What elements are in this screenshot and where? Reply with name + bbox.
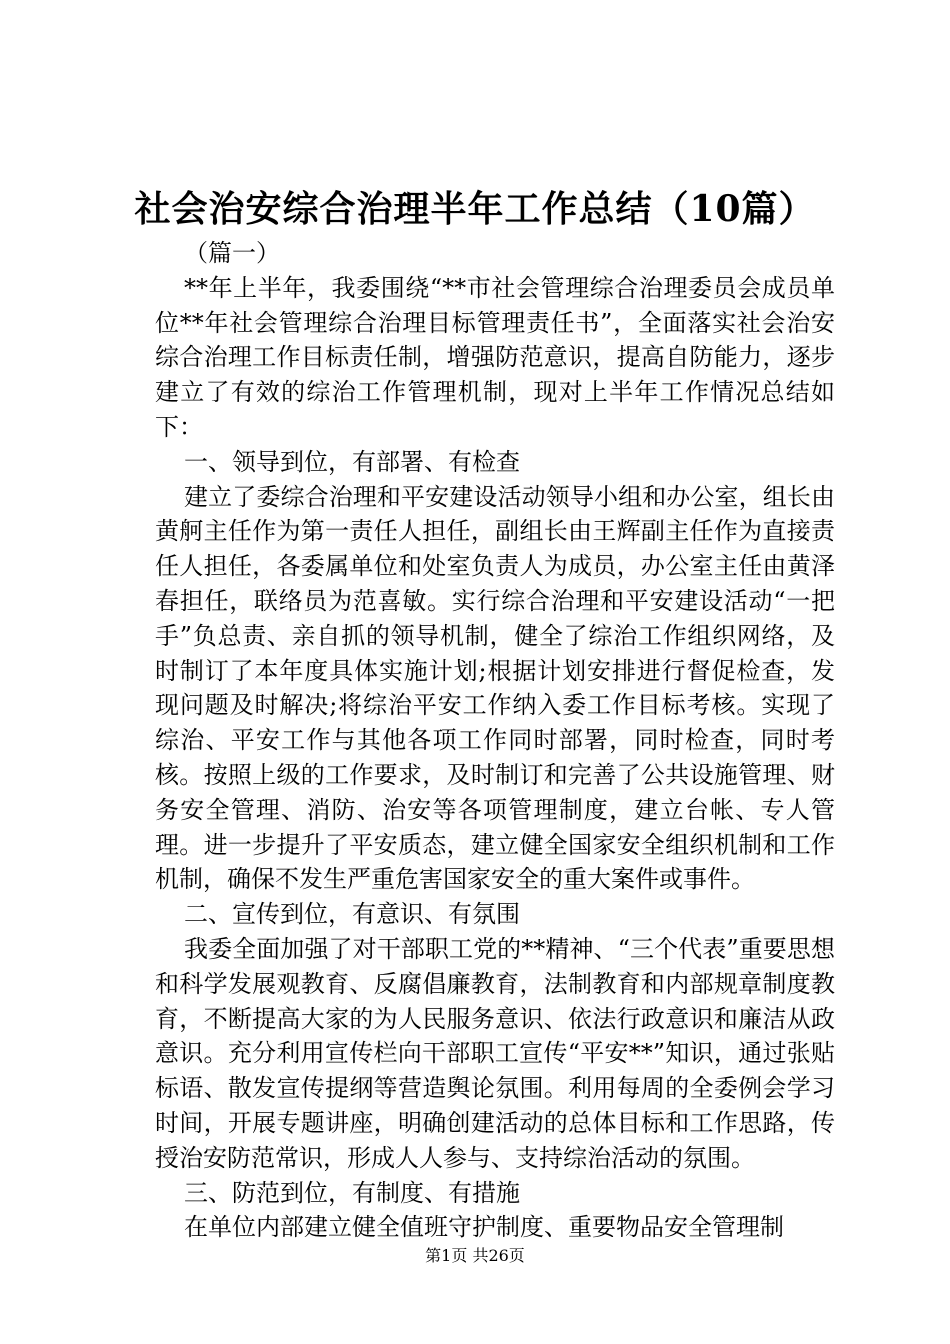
section-heading-3: 三、防范到位，有制度、有措施 (184, 1178, 520, 1207)
page-footer: 第1页 共26页 (425, 1246, 525, 1265)
section-label: （篇一） (184, 239, 280, 267)
section-heading-2: 二、宣传到位，有意识、有氛围 (184, 900, 520, 929)
section-heading-1: 一、领导到位，有部署、有检查 (184, 447, 520, 476)
document-title: 社会治安综合治理半年工作总结（10篇） (134, 188, 816, 230)
paragraph-3: 在单位内部建立健全值班守护制度、重要物品安全管理制 (184, 1213, 784, 1242)
paragraph-2: 我委全面加强了对干部职工党的**精神、“三个代表”重要思想和科学发展观教育、反腐倡廉教育，法制教育和内部规章制度教育，不断提高大家的为人民服务意识、依法行政意识和廉洁从政意识。充分利用宣传栏向干部职工宣传“平安**”知识，通过张贴标语、散发宣传提纲等营造舆论氛围。利用每周的全委例会学习时间，开展专题讲座，明确创建活动的总体目标和工作思路，传授治安防范常识，形成人人参与、支持综治活动的氛围。 (155, 934, 835, 1172)
document-body (155, 236, 835, 1245)
paragraph-1: 建立了委综合治理和平安建设活动领导小组和办公室，组长由黄舸主任作为第一责任人担任，副组长由王辉副主任作为直接责任人担任，各委属单位和处室负责人为成员，办公室主任由黄泽春担任，联络员为范喜敏。实行综合治理和平安建设活动“一把手”负总责、亲自抓的领导机制，健全了综治工作组织网络，及时制订了本年度具体实施计划;根据计划安排进行督促检查，发现问题及时解决;将综治平安工作纳入委工作目标考核。实现了综治、平安工作与其他各项工作同时部署，同时检查，同时考核。按照上级的工作要求，及时制订和完善了公共设施管理、财务安全管理、消防、治安等各项管理制度，建立台帐、专人管理。进一步提升了平安质态，建立健全国家安全组织机制和工作机制，确保不发生严重危害国家安全的重大案件或事件。 (155, 482, 835, 894)
intro-paragraph: **年上半年，我委围绕“**市社会管理综合治理委员会成员单位**年社会管理综合治理目标管理责任书”，全面落实社会治安综合治理工作目标责任制，增强防范意识，提高自防能力，逐步建立了有效的综治工作管理机制，现对上半年工作情况总结如下： (155, 273, 835, 441)
